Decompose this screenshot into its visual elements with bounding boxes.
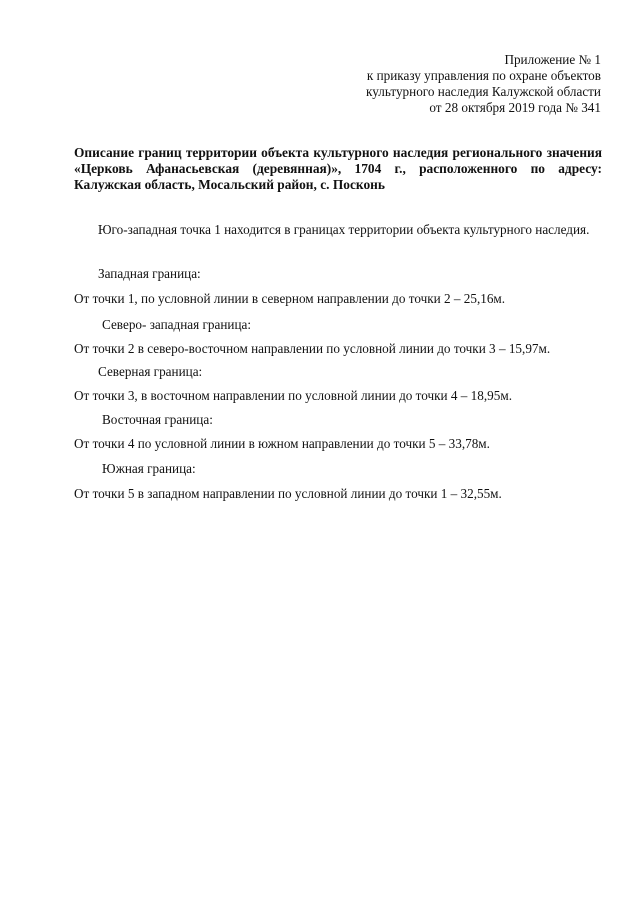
appendix-number: Приложение № 1 — [504, 52, 601, 67]
north-border-text: От точки 3, в восточном направлении по условной линии до точки 4 – 18,95м. — [74, 388, 512, 403]
north-border-heading: Северная граница: — [98, 364, 203, 379]
west-border-text: От точки 1, по условной линии в северном направлении до точки 2 – 25,16м. — [74, 291, 506, 306]
order-reference: к приказу управления по охране объектов — [366, 68, 601, 83]
south-border-heading: Южная граница: — [102, 461, 196, 476]
northwest-border-text: От точки 2 в северо-восточном направлении по условной линии до точки 3 – 15,97м. — [74, 341, 551, 356]
south-border-text: От точки 5 в западном направлении по условной линии до точки 1 – 32,55м. — [74, 486, 502, 501]
east-border-text: От точки 4 по условной линии в южном направлении до точки 5 – 33,78м. — [74, 436, 490, 451]
east-border-heading: Восточная граница: — [102, 412, 213, 427]
document-title: Описание границ территории объекта культурного наследия регионального значения «Церковь Афанасьевская (деревянная)», 1704 г., расположенного по адресу: Калужская область, Мосальский район, с. Посконь — [74, 145, 602, 192]
intro-paragraph: Юго-западная точка 1 находится в границах территории объекта культурного наследия. — [98, 222, 590, 237]
order-date: от 28 октября 2019 года № 341 — [429, 100, 601, 115]
west-border-heading: Западная граница: — [98, 266, 201, 281]
authority-name: культурного наследия Калужской области — [366, 84, 601, 99]
appendix-header — [366, 52, 601, 116]
northwest-border-heading: Северо- западная граница: — [102, 317, 252, 332]
